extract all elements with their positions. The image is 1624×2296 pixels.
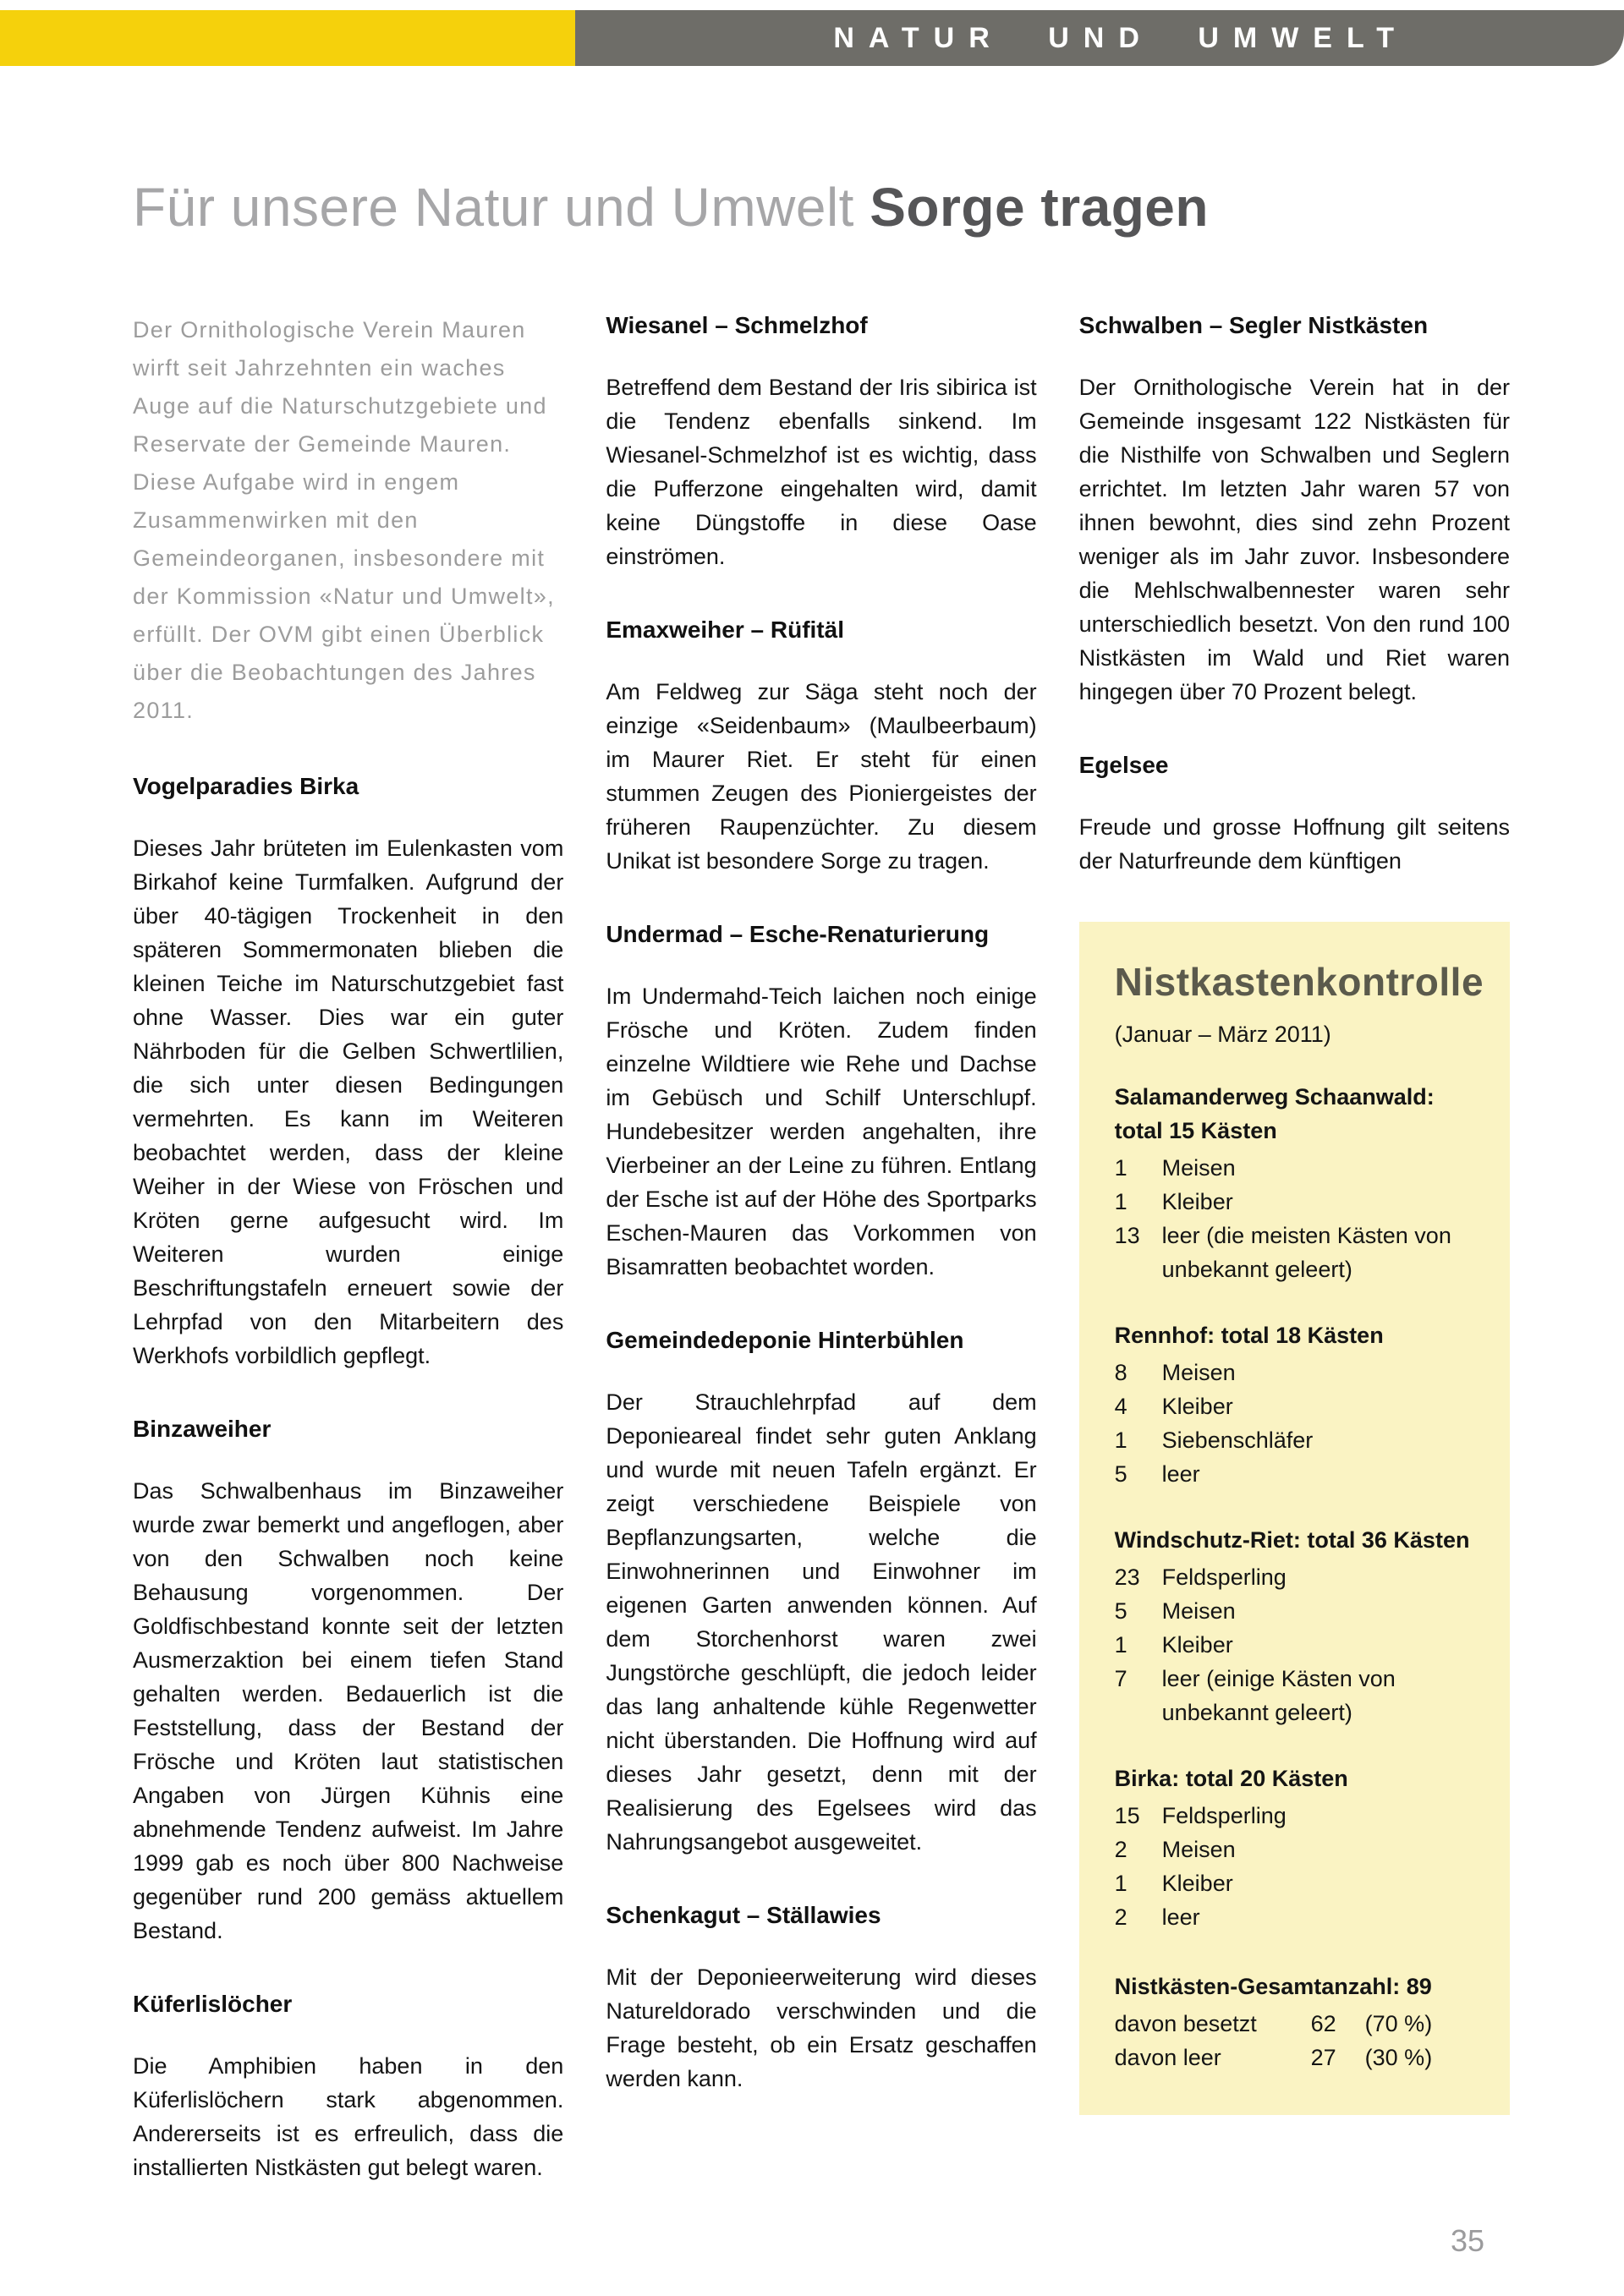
row-label: Meisen <box>1161 1360 1236 1385</box>
totals-percent: (30 %) <box>1364 2045 1433 2070</box>
row-label: Kleiber <box>1161 1394 1233 1419</box>
group-heading: Birka: total 20 Kästen <box>1114 1766 1348 1791</box>
section-body: Im Undermahd-Teich laichen noch einige Frösche und Kröten. Zudem finden einzelne Wildtiere wie Rehe und Dachse im Gebüsch und Schilf Unterschlupf. Hundebesitzer werden angehalten, ihre Vierbeiner an der Leine zu führen. Entlang der Esche ist auf der Höhe des Sportparks Eschen-Mauren das Vorkommen von Bisamratten beobachtet worden. <box>606 984 1037 1280</box>
infobox-row <box>1115 1457 1474 1491</box>
totals-row <box>1115 2007 1474 2041</box>
row-label: Meisen <box>1161 1598 1236 1624</box>
totals-heading: Nistkästen-Gesamtanzahl: 89 <box>1114 1974 1432 1999</box>
page-title <box>133 178 1209 237</box>
header-yellow-bar <box>0 10 575 66</box>
section-body: Mit der Deponieerweiterung wird dieses Natureldorado verschwinden und die Frage besteht, ob ein Ersatz geschaffen werden kann. <box>606 1964 1037 2091</box>
section-heading: Egelsee <box>1078 752 1169 778</box>
section-schenkagut-staellawies <box>606 1901 1036 2096</box>
infobox-row <box>1115 1662 1474 1729</box>
infobox-row <box>1115 1389 1474 1423</box>
group-heading: Windschutz-Riet: total 36 Kästen <box>1114 1527 1470 1553</box>
infobox-row <box>1115 1356 1474 1389</box>
row-label: Feldsperling <box>1161 1803 1287 1828</box>
infobox-row <box>1115 1151 1474 1185</box>
section-undermad-esche <box>606 920 1036 1284</box>
infobox-group-salamanderweg <box>1115 1080 1474 1286</box>
row-count: 4 <box>1114 1394 1127 1419</box>
page-title-light: Für unsere Natur und Umwelt <box>133 177 870 238</box>
totals-label: davon leer <box>1114 2045 1221 2070</box>
infobox-row <box>1115 1900 1474 1934</box>
column-3 <box>1079 311 1510 2184</box>
infobox-nistkastenkontrolle <box>1079 922 1510 2115</box>
section-body: Am Feldweg zur Säga steht noch der einzige «Seidenbaum» (Maulbeerbaum) im Maurer Riet. Er steht für einen stummen Zeugen des Pioniergeistes der früheren Raupenzüchter. Zu diesem Unikat ist besondere Sorge zu tragen. <box>606 679 1037 874</box>
row-label: leer (die meisten Kästen von unbekannt geleert) <box>1161 1223 1451 1282</box>
section-schwalben-segler <box>1079 311 1510 709</box>
section-body: Die Amphibien haben in den Küferlislöchern stark abgenommen. Andererseits ist es erfreulich, dass die installierten Nistkästen gut belegt waren. <box>133 2053 564 2180</box>
infobox-row <box>1115 1185 1474 1219</box>
infobox-group-birka <box>1115 1762 1474 1934</box>
row-count: 5 <box>1114 1598 1127 1624</box>
row-count: 2 <box>1114 1904 1127 1930</box>
row-label: leer <box>1161 1904 1200 1930</box>
section-heading: Undermad – Esche-Renaturierung <box>606 921 990 947</box>
row-label: leer <box>1161 1461 1200 1487</box>
section-kueferlisloecher <box>133 1990 563 2184</box>
row-count: 13 <box>1114 1223 1140 1248</box>
section-body: Freude und grosse Hoffnung gilt seitens der Naturfreunde dem künftigen <box>1078 814 1510 874</box>
section-egelsee <box>1079 751 1510 878</box>
section-heading: Vogelparadies Birka <box>133 773 359 799</box>
infobox-row <box>1115 1594 1474 1628</box>
header-banner-label: NATUR UND UMWELT <box>833 21 1408 54</box>
page-title-bold: Sorge tragen <box>870 177 1209 238</box>
row-count: 1 <box>1114 1632 1127 1658</box>
row-count: 8 <box>1114 1360 1127 1385</box>
infobox-totals <box>1115 1970 1474 2074</box>
row-label: Kleiber <box>1161 1189 1233 1214</box>
row-label: Feldsperling <box>1161 1564 1287 1590</box>
group-heading: Salamanderweg Schaanwald: total 15 Kästen <box>1114 1084 1435 1143</box>
row-count: 23 <box>1114 1564 1140 1590</box>
section-heading: Schwalben – Segler Nistkästen <box>1078 312 1429 338</box>
infobox-row <box>1115 1799 1474 1833</box>
row-count: 2 <box>1114 1837 1127 1862</box>
row-count: 7 <box>1114 1666 1127 1691</box>
row-count: 1 <box>1114 1871 1127 1896</box>
section-emaxweiher-ruefitael <box>606 616 1036 878</box>
column-2 <box>606 311 1036 2184</box>
infobox-row <box>1115 1219 1474 1286</box>
section-heading: Emaxweiher – Rüfitäl <box>606 616 844 643</box>
infobox-row <box>1115 1866 1474 1900</box>
row-label: Siebenschläfer <box>1161 1427 1314 1453</box>
section-body: Das Schwalbenhaus im Binzaweiher wurde zwar bemerkt und angeflogen, aber von den Schwalben noch keine Behausung vorgenommen. Der Goldfischbestand konnte seit der letzten Ausmerzaktion bei einem tiefen Stand gehalten werden. Bedauerlich ist die Feststellung, dass der Bestand der Frösche und Kröten laut statistischen Angaben von Jürgen Kühnis eine abnehmende Tendenz aufweist. Im Jahre 1999 gab es noch über 800 Nachweise gegenüber rund 200 gemäss aktuellem Bestand. <box>133 1478 564 1943</box>
section-wiesanel-schmelzhof <box>606 311 1036 573</box>
group-heading: Rennhof: total 18 Kästen <box>1114 1323 1384 1348</box>
totals-count: 62 <box>1310 2011 1336 2036</box>
section-body: Der Ornithologische Verein hat in der Gemeinde insgesamt 122 Nistkästen für die Nisthilfe von Schwalben und Seglern errichtet. Im letzten Jahr waren 57 von ihnen bewohnt, dies sind zehn Prozent weniger als im Jahr zuvor. Insbesondere die Mehlschwalbennester waren sehr unterschiedlich besetzt. Von den rund 100 Nistkästen im Wald und Riet waren hingegen über 70 Prozent belegt. <box>1078 375 1510 704</box>
section-heading: Gemeindedeponie Hinterbühlen <box>606 1327 964 1353</box>
column-1 <box>133 311 563 2184</box>
row-count: 1 <box>1114 1155 1127 1181</box>
row-label: Meisen <box>1161 1155 1236 1181</box>
page-number: 35 <box>1450 2223 1484 2258</box>
totals-row <box>1115 2041 1474 2074</box>
page-header <box>0 10 1624 66</box>
infobox-subtitle: (Januar – März 2011) <box>1114 1022 1331 1047</box>
section-vogelparadies-birka <box>133 772 563 1373</box>
header-banner <box>575 10 1624 66</box>
section-heading: Schenkagut – Ställawies <box>606 1902 881 1928</box>
row-label: Kleiber <box>1161 1632 1233 1658</box>
row-label: leer (einige Kästen von unbekannt geleert) <box>1161 1666 1396 1725</box>
infobox-row <box>1115 1423 1474 1457</box>
infobox-group-windschutz-riet <box>1115 1523 1474 1729</box>
row-count: 5 <box>1114 1461 1127 1487</box>
section-body: Der Strauchlehrpfad auf dem Deponieareal findet sehr guten Anklang und wurde mit neuen Tafeln ergänzt. Er zeigt verschiedene Beispiele von Bepflanzungsarten, welche die Einwohnerinnen und Einwohner im eigenen Garten anwenden können. Auf dem Storchenhorst waren zwei Jungstörche geschlüpft, die jedoch leider das lang anhaltende kühle Regenwetter nicht überstanden. Die Hoffnung wird auf dieses Jahr gesetzt, denn mit der Realisierung des Egelsees wird das Nahrungsangebot ausgeweitet. <box>606 1389 1037 1855</box>
infobox-group-rennhof <box>1115 1318 1474 1491</box>
section-body: Dieses Jahr brüteten im Eulenkasten vom Birkahof keine Turmfalken. Aufgrund der über 40-tägigen Trockenheit in den späteren Sommermonaten blieben die kleinen Teiche im Naturschutzgebiet fast ohne Wasser. Dies war ein guter Nährboden für die Gelben Schwertlilien, die sich unter diesen Bedingungen vermehrten. Es kann im Weiteren beobachtet werden, dass der kleine Weiher in der Wiese von Fröschen und Kröten gerne aufgesucht wird. Im Weiteren wurden einige Beschriftungstafeln erneuert sowie der Lehrpfad von den Mitarbeitern des Werkhofs vorbildlich gepflegt. <box>133 836 564 1368</box>
row-count: 1 <box>1114 1427 1127 1453</box>
row-count: 1 <box>1114 1189 1127 1214</box>
row-label: Meisen <box>1161 1837 1236 1862</box>
article-columns <box>133 311 1510 2184</box>
row-label: Kleiber <box>1161 1871 1233 1896</box>
section-body: Betreffend dem Bestand der Iris sibirica ist die Tendenz ebenfalls sinkend. Im Wiesanel-Schmelzhof ist es wichtig, dass die Pufferzone eingehalten wird, damit keine Düngstoffe in diese Oase einströmen. <box>606 375 1037 569</box>
section-heading: Küferlislöcher <box>133 1991 293 2017</box>
infobox-row <box>1115 1628 1474 1662</box>
infobox-row <box>1115 1833 1474 1866</box>
intro-paragraph: Der Ornithologische Verein Mauren wirft seit Jahrzehnten ein waches Auge auf die Naturschutzgebiete und Reservate der Gemeinde Mauren. Diese Aufgabe wird in engem Zusammenwirken mit den Gemeindeorganen, insbesondere mit der Kommission «Natur und Umwelt», erfüllt. Der OVM gibt einen Überblick über die Beobachtungen des Jahres 2011. <box>133 317 555 723</box>
section-heading: Binzaweiher <box>133 1416 272 1442</box>
section-gemeindedeponie <box>606 1326 1036 1859</box>
section-binzaweiher <box>133 1415 563 1948</box>
row-count: 15 <box>1114 1803 1140 1828</box>
totals-label: davon besetzt <box>1114 2011 1257 2036</box>
totals-percent: (70 %) <box>1364 2011 1433 2036</box>
infobox-title: Nistkastenkontrolle <box>1114 960 1484 1004</box>
infobox-row <box>1115 1560 1474 1594</box>
totals-count: 27 <box>1310 2045 1336 2070</box>
section-heading: Wiesanel – Schmelzhof <box>606 312 868 338</box>
